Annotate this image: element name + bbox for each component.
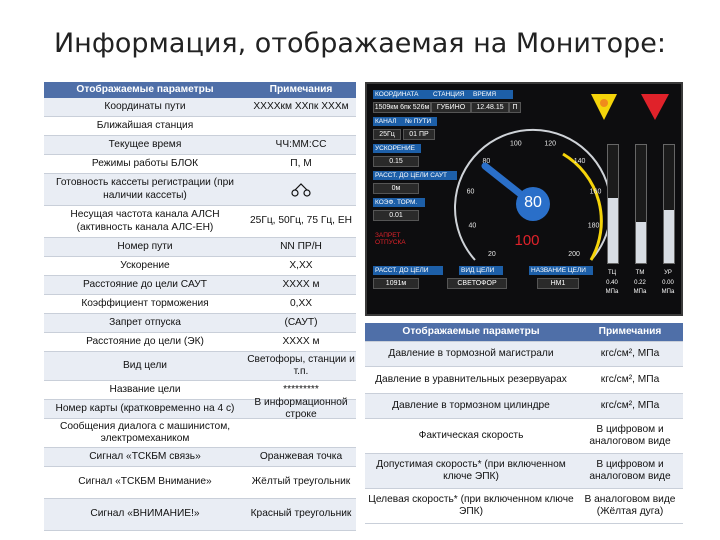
tm-pressure-fill	[636, 222, 646, 263]
dist-saut-label: РАССТ. ДО ЦЕЛИ САУТ	[373, 171, 457, 180]
gauge-tick-label: 140	[573, 158, 586, 166]
mode-value: П	[509, 102, 521, 113]
station-value: ГУБИНО	[431, 102, 471, 113]
column-header-parameters: Отображаемые параметры	[402, 325, 540, 337]
gauge-tick-label: 80	[482, 158, 491, 166]
column-header-parameters: Отображаемые параметры	[76, 83, 214, 95]
table-cell: Целевая скорость* (при включенном ключе ЭПК)	[368, 493, 574, 517]
time-label: ВРЕМЯ	[471, 90, 513, 99]
table-cell: NN ПР/Н	[280, 240, 322, 252]
gauge-tick-label: 40	[468, 222, 477, 230]
tc-pressure-fill	[608, 198, 618, 263]
table-cell: 25Гц, 50Гц, 75 Гц, ЕН	[249, 215, 352, 227]
table-cell: Коэффициент торможения	[81, 297, 209, 309]
target-name-label: НАЗВАНИЕ ЦЕЛИ	[529, 266, 593, 275]
table-cell: XXXX м	[282, 278, 320, 290]
cassette-icon	[246, 174, 356, 205]
table-cell: Готовность кассеты регистрации (при наличии кассеты)	[56, 177, 234, 201]
tm-unit: МПа	[633, 289, 647, 295]
table-cell: Расстояние до цели (ЭК)	[86, 335, 204, 347]
table-cell: Несущая частота канала АЛСН (активность канала АЛС-ЕН)	[70, 209, 220, 233]
target-name-value: НМ1	[537, 278, 579, 289]
table-cell: Сигнал «ТСКБМ связь»	[89, 450, 201, 462]
time-value: 12.48.15	[471, 102, 509, 113]
channel-value: 25Гц	[373, 129, 401, 140]
table-cell: Режимы работы БЛОК	[91, 157, 199, 169]
table-cell: В информационной строке	[254, 396, 348, 420]
table-cell: ЧЧ:ММ:СС	[275, 138, 327, 150]
tc-value: 0.40	[606, 280, 618, 286]
tm-value: 0.22	[634, 280, 646, 286]
table-cell: Название цели	[109, 383, 181, 395]
dist-label: РАССТ. ДО ЦЕЛИ	[373, 266, 443, 275]
attention-red-triangle	[641, 94, 669, 120]
table-cell: В цифровом и аналоговом виде	[589, 423, 671, 447]
ur-pressure-bar	[663, 144, 675, 264]
ur-value: 0.00	[662, 280, 674, 286]
tskbm-link-orange-dot	[600, 99, 608, 107]
table-cell: *********	[283, 383, 319, 395]
table-cell: В цифровом и аналоговом виде	[589, 458, 671, 482]
gauge-tick-label: 180	[587, 222, 600, 230]
gauge-tick-label: 160	[589, 188, 602, 196]
tm-name: ТМ	[635, 270, 645, 276]
coord-label: КООРДИНАТА	[373, 90, 431, 99]
target-type-value: СВЕТОФОР	[447, 278, 507, 289]
monitor-screen	[365, 82, 683, 316]
table-cell: Давление в тормозном цилиндре	[392, 399, 550, 411]
table-cell: Расстояние до цели САУТ	[83, 278, 207, 290]
gauge-tick-label: 100	[509, 140, 522, 148]
table-cell: Оранжевая точка	[259, 450, 343, 462]
slide-title: Информация, отображаемая на Мониторе:	[53, 28, 667, 59]
dist-value: 1091м	[373, 278, 419, 289]
dist-saut-value: 0м	[373, 183, 419, 194]
tm-pressure-bar	[635, 144, 647, 264]
table-cell: XXXX м	[282, 335, 320, 347]
brake-coef-label: КОЭФ. ТОРМ.	[373, 198, 425, 207]
table-cell	[246, 117, 356, 135]
table-cell: кгс/см², МПа	[600, 373, 660, 385]
gauge-tick-label: 200	[568, 251, 580, 258]
table-cell: кгс/см², МПа	[600, 347, 660, 359]
table-cell: кгс/см², МПа	[600, 399, 660, 411]
table-cell: Запрет отпуска	[109, 316, 181, 328]
table-cell: Давление в уравнительных резервуарах	[375, 373, 567, 385]
table-cell: 0,XX	[289, 297, 313, 309]
channel-label: КАНАЛ	[373, 117, 403, 126]
table-cell: Давление в тормозной магистрали	[388, 347, 554, 359]
table-cell: П, М	[290, 157, 312, 169]
column-header-notes: Примечания	[269, 83, 333, 95]
table-cell: Координаты пути	[104, 100, 186, 112]
tc-name: ТЦ	[607, 270, 617, 276]
release-ban-indicator: ЗАПРЕТ ОТПУСКА	[375, 232, 406, 247]
table-cell: Светофоры, станции и т.п.	[247, 353, 355, 377]
alert-indicators	[589, 90, 679, 126]
table-cell	[246, 419, 356, 447]
table-cell: Вид цели	[123, 359, 167, 371]
gauge-tick-label: 60	[466, 188, 475, 196]
track-label: № ПУТИ	[403, 117, 437, 126]
table-cell: Номер пути	[117, 240, 173, 252]
table-cell: Сообщения диалога с машинистом, электромехаником	[59, 420, 231, 444]
accel-value: 0.15	[373, 156, 419, 167]
brake-coef-value: 0.01	[373, 210, 419, 221]
table-cell: Номер карты (кратковременно на 4 с)	[55, 402, 235, 414]
tc-pressure-bar	[607, 144, 619, 264]
ur-unit: МПа	[661, 289, 675, 295]
ur-pressure-fill	[664, 210, 674, 263]
pressure-speed-table	[365, 323, 683, 524]
table-cell: Допустимая скорость* (при включенном ключе ЭПК)	[376, 458, 566, 482]
coord-value: 1509км 6пк 526м	[374, 104, 430, 111]
column-header-notes: Примечания	[598, 325, 662, 337]
table-cell: Жёлтый треугольник	[251, 476, 351, 488]
track-value: 01 ПР	[403, 129, 435, 140]
table-cell: X,XX	[289, 259, 313, 271]
allowed-speed: 100	[514, 232, 540, 249]
accel-label: УСКОРЕНИЕ	[373, 144, 421, 153]
actual-speed: 80	[524, 194, 542, 211]
table-cell: Сигнал «ВНИМАНИЕ!»	[90, 508, 200, 520]
target-type-label: ВИД ЦЕЛИ	[459, 266, 503, 275]
table-cell: Ближайшая станция	[96, 119, 194, 131]
table-cell: В аналоговом виде (Жёлтая дуга)	[584, 493, 676, 517]
tc-unit: МПа	[605, 289, 619, 295]
table-cell: Красный треугольник	[250, 508, 352, 520]
table-cell: Ускорение	[120, 259, 170, 271]
station-label: СТАНЦИЯ	[431, 90, 471, 99]
gauge-tick-label: 120	[544, 140, 557, 148]
table-cell: Сигнал «ТСКБМ Внимание»	[78, 476, 212, 488]
table-cell: Текущее время	[108, 138, 182, 150]
ur-name: УР	[664, 270, 672, 276]
gauge-tick-label: 20	[488, 251, 496, 258]
parameters-table	[44, 82, 356, 531]
table-cell: XXXXкм XXпк XXXм	[253, 100, 349, 112]
table-cell: Фактическая скорость	[418, 429, 524, 441]
table-cell: (САУТ)	[284, 316, 318, 328]
